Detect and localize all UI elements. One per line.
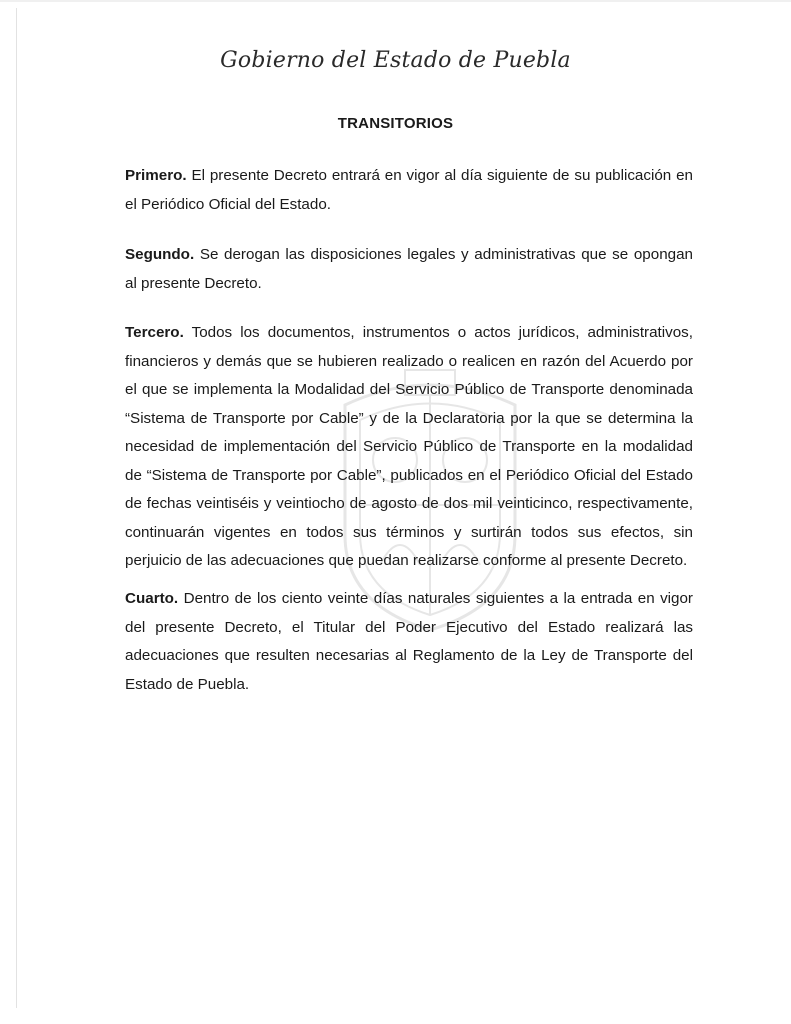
article-label: Cuarto. (125, 590, 179, 607)
article-text: Dentro de los ciento veinte días naturales siguientes a la entrada en vigor del presente Decreto, el Titular del Poder Ejecutivo del Estado realizará las adecuaciones que resulten necesarias al Reglamento de la Ley de Transporte del Estado de Puebla. (125, 590, 693, 693)
page-left-edge (16, 8, 17, 1008)
article-text: El presente Decreto entrará en vigor al día siguiente de su publicación en el Periódico Oficial del Estado. (125, 167, 693, 213)
section-title: TRANSITORIOS (337, 115, 454, 132)
article-text: Se derogan las disposiciones legales y administrativas que se opongan al presente Decreto. (125, 246, 693, 292)
article-text: Todos los documentos, instrumentos o actos jurídicos, administrativos, financieros y demás que se hubieren realizado o realicen en razón del Acuerdo por el que se implementa la Modalidad del Servicio Público de Transporte denominada “Sistema de Transporte por Cable” y de la Declaratoria por la que se determina la necesidad de implementación del Servicio Público de Transporte en la modalidad de “Sistema de Transporte por Cable”, publicados en el Periódico Oficial del Estado de fechas veintiséis y veintiocho de agosto de dos mil veinticinco, respectivamente, continuarán vigentes en todos sus términos y surtirán todos sus efectos, sin perjuicio de las adecuaciones que puedan realizarse conforme al presente Decreto. (125, 324, 693, 569)
government-header: Gobierno del Estado de Puebla (220, 48, 571, 73)
article-tercero (125, 319, 693, 576)
page-top-edge (0, 0, 791, 2)
article-label: Segundo. (125, 246, 195, 263)
article-segundo (125, 241, 693, 298)
article-primero (125, 162, 693, 219)
article-label: Primero. (125, 167, 187, 184)
article-cuarto (125, 585, 693, 699)
article-label: Tercero. (125, 324, 184, 341)
